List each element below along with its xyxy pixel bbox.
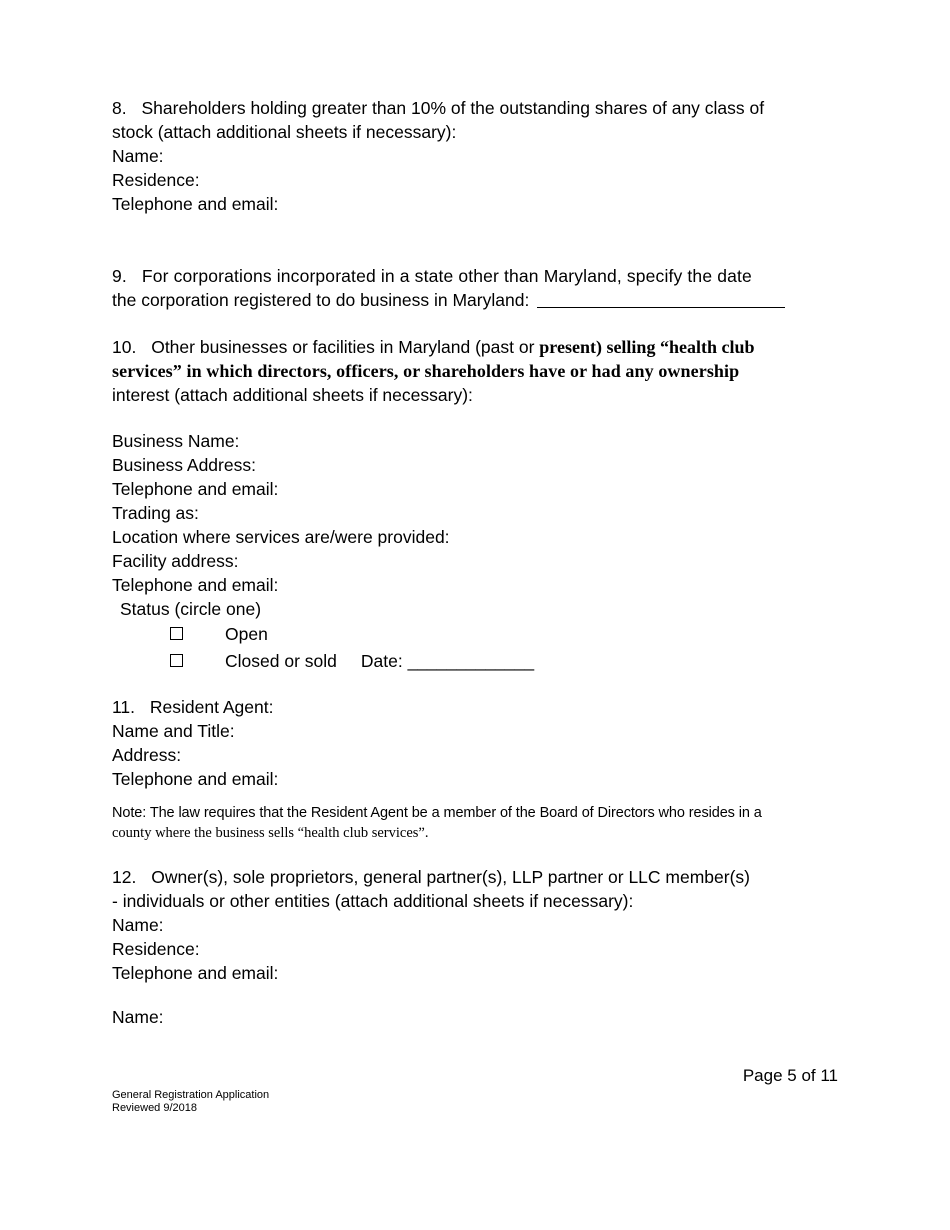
section-11 xyxy=(112,695,838,843)
section-12-heading-cont: - individuals or other entities (attach additional sheets if necessary): xyxy=(112,891,634,911)
status-open-option: Open xyxy=(112,621,838,648)
owner-residence-label: Residence: xyxy=(112,939,200,959)
location-label: Location where services are/were provided: xyxy=(112,527,450,547)
agent-name-title-label: Name and Title: xyxy=(112,721,235,741)
document-page xyxy=(112,96,838,1029)
resident-agent-note-cont: county where the business sells “health club services”. xyxy=(112,825,429,841)
section-10-heading-bold: services” in which directors, officers, or shareholders have or had any ownership xyxy=(112,361,740,381)
resident-agent-note: Note: The law requires that the Resident Agent be a member of the Board of Directors who resides in a xyxy=(112,805,762,821)
page-number: Page 5 of 11 xyxy=(742,1066,838,1085)
section-12-heading: 12. Owner(s), sole proprietors, general partner(s), LLP partner or LLC member(s) xyxy=(112,867,750,887)
facility-address-label: Facility address: xyxy=(112,551,239,571)
section-10-heading-cont: interest (attach additional sheets if necessary): xyxy=(112,385,473,405)
closed-checkbox[interactable] xyxy=(170,654,183,667)
status-closed-option: Closed or sold Date: _____________ xyxy=(112,648,838,675)
section-8-residence-label: Residence: xyxy=(112,170,200,190)
section-8-heading-cont: stock (attach additional sheets if necessary): xyxy=(112,122,457,142)
section-8-telephone-label: Telephone and email: xyxy=(112,194,279,214)
registration-date-field[interactable] xyxy=(537,289,785,308)
section-9-heading-cont: the corporation registered to do business in Maryland: xyxy=(112,288,838,312)
agent-address-label: Address: xyxy=(112,745,182,765)
owner-telephone-label: Telephone and email: xyxy=(112,963,279,983)
business-name-label: Business Name: xyxy=(112,431,240,451)
facility-telephone-label: Telephone and email: xyxy=(112,575,279,595)
reviewed-date: Reviewed 9/2018 xyxy=(112,1102,198,1114)
owner-name-label: Name: xyxy=(112,915,164,935)
section-8-heading: 8. Shareholders holding greater than 10% of the outstanding shares of any class of xyxy=(112,98,765,118)
business-telephone-label: Telephone and email: xyxy=(112,479,279,499)
closed-date-field[interactable]: Date: _____________ xyxy=(360,651,535,671)
trading-as-label: Trading as: xyxy=(112,503,199,523)
section-9-heading: 9. For corporations incorporated in a state other than Maryland, specify the date xyxy=(112,266,752,286)
section-9 xyxy=(112,264,838,312)
section-8 xyxy=(112,96,838,216)
section-8-name-label: Name: xyxy=(112,146,164,166)
footer xyxy=(112,1089,269,1115)
open-checkbox[interactable] xyxy=(170,627,183,640)
section-10 xyxy=(112,335,838,675)
section-12 xyxy=(112,865,838,1029)
section-10-heading: 10. Other businesses or facilities in Maryland (past or present) selling “health club xyxy=(112,337,755,357)
owner-name-label-2: Name: xyxy=(112,1007,164,1027)
section-11-heading: 11. Resident Agent: xyxy=(112,697,274,717)
form-name: General Registration Application xyxy=(112,1089,270,1101)
status-label: Status (circle one) xyxy=(120,599,262,619)
business-address-label: Business Address: xyxy=(112,455,256,475)
agent-telephone-label: Telephone and email: xyxy=(112,769,279,789)
